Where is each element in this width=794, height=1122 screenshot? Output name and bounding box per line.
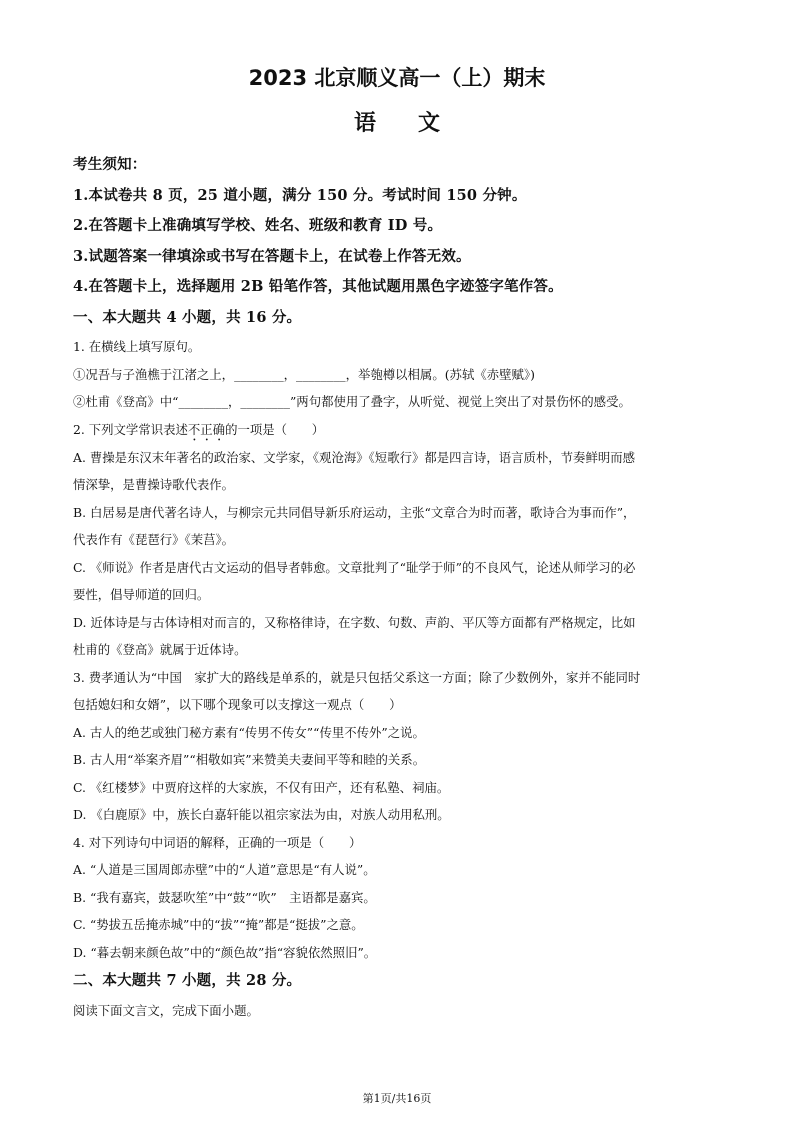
question-stem: 包括媳妇和女婿”，以下哪个现象可以支撑这一观点（ ） bbox=[73, 697, 402, 712]
option-line: D. 近体诗是与古体诗相对而言的，又称格律诗，在字数、句数、声韵、平仄等方面都有严格规定，比如 bbox=[73, 614, 636, 630]
option-line: 要性，倡导师道的回归。 bbox=[73, 587, 210, 602]
question-stem: 3. 费孝通认为“中国 家扩大的路线是单系的，就是只包括父系这一方面；除了少数例外，家并不能同时 bbox=[73, 669, 641, 685]
emphasis-text: 不正确 bbox=[187, 421, 226, 437]
section-intro: 阅读下面文言文，完成下面小题。 bbox=[73, 1002, 259, 1018]
option-line: B. 古人用“举案齐眉”“相敬如宾”来赞美夫妻间平等和睦的关系。 bbox=[73, 752, 426, 767]
notice-item: 1.本试卷共 8 页，25 道小题，满分 150 分。考试时间 150 分钟。 bbox=[73, 186, 527, 204]
option-line: A. 古人的绝艺或独门秘方素有“传男不传女”“传里不传外”之说。 bbox=[73, 724, 425, 740]
option-line: D. 《白鹿原》中，族长白嘉轩能以祖宗家法为由，对族人动用私刑。 bbox=[73, 807, 450, 822]
page-number: 第1页/共16页 bbox=[362, 1092, 432, 1105]
option-line: 代表作有《琵琶行》《茉莒》。 bbox=[73, 532, 235, 547]
question-stem: 1. 在横线上填写原句。 bbox=[73, 339, 201, 354]
option-line: D. “暮去朝来颜色故”中的“颜色故”指“容貌依然照旧”。 bbox=[73, 944, 377, 960]
option-line: A. “人道是三国周郎赤壁”中的“人道”意思是“有人说”。 bbox=[73, 862, 376, 877]
option-line: 情深挚，是曹操诗歌代表作。 bbox=[73, 477, 235, 492]
option-line: C. 《红楼梦》中贾府这样的大家族，不仅有田产，还有私塾、祠庙。 bbox=[73, 779, 450, 795]
option-line: A. 曹操是东汉末年著名的政治家、文学家，《观沧海》《短歌行》都是四言诗，语言质朴，节奏鲜明而感 bbox=[73, 449, 636, 465]
option-line: B. 白居易是唐代著名诗人，与柳宗元共同倡导新乐府运动，主张“文章合为时而著，歌诗合为事而作”， bbox=[73, 504, 636, 520]
section-heading: 一、本大题共 4 小题，共 16 分。 bbox=[73, 308, 302, 326]
section-heading: 二、本大题共 7 小题，共 28 分。 bbox=[73, 972, 302, 989]
question-stem bbox=[73, 416, 723, 444]
notice-heading: 考生须知： bbox=[73, 156, 147, 173]
question-line: ②杜甫《登高》中“________，________”两句都使用了叠字，从听觉、视觉上突出了对景伤怀的感受。 bbox=[73, 394, 631, 409]
notice-item: 2.在答题卡上准确填写学校、姓名、班级和教育 ID 号。 bbox=[73, 217, 443, 234]
question-line: ①况吾与子渔樵于江渚之上，________，________，举匏樽以相属。(苏轼《赤壁赋》) bbox=[73, 366, 535, 382]
exam-subject: 语文 bbox=[353, 111, 482, 136]
option-line: 杜甫的《登高》就属于近体诗。 bbox=[73, 642, 247, 657]
option-line: C. 《师说》作者是唐代古文运动的倡导者韩愈。文章批判了“耻学于师”的不良风气，论述从师学习的必 bbox=[73, 559, 636, 575]
option-line: B. “我有嘉宾，鼓瑟吹笙”中“鼓”“吹” 主语都是嘉宾。 bbox=[73, 889, 376, 905]
question-stem: 4. 对下列诗句中词语的解释，正确的一项是（ ） bbox=[73, 834, 362, 850]
stem-text: 的一项是（ ） bbox=[225, 421, 325, 437]
option-line: C. “势拔五岳掩赤城”中的“拔”“掩”都是“挺拔”之意。 bbox=[73, 917, 364, 932]
page-body bbox=[73, 150, 723, 1024]
stem-text: 2. 下列文学常识表述 bbox=[73, 421, 188, 437]
exam-title: 2023 北京顺义高一（上）期末 bbox=[248, 66, 546, 90]
notice-item: 4.在答题卡上，选择题用 2B 铅笔作答，其他试题用黑色字迹签字笔作答。 bbox=[73, 278, 563, 295]
notice-item: 3.试题答案一律填涂或书写在答题卡上，在试卷上作答无效。 bbox=[73, 247, 471, 265]
